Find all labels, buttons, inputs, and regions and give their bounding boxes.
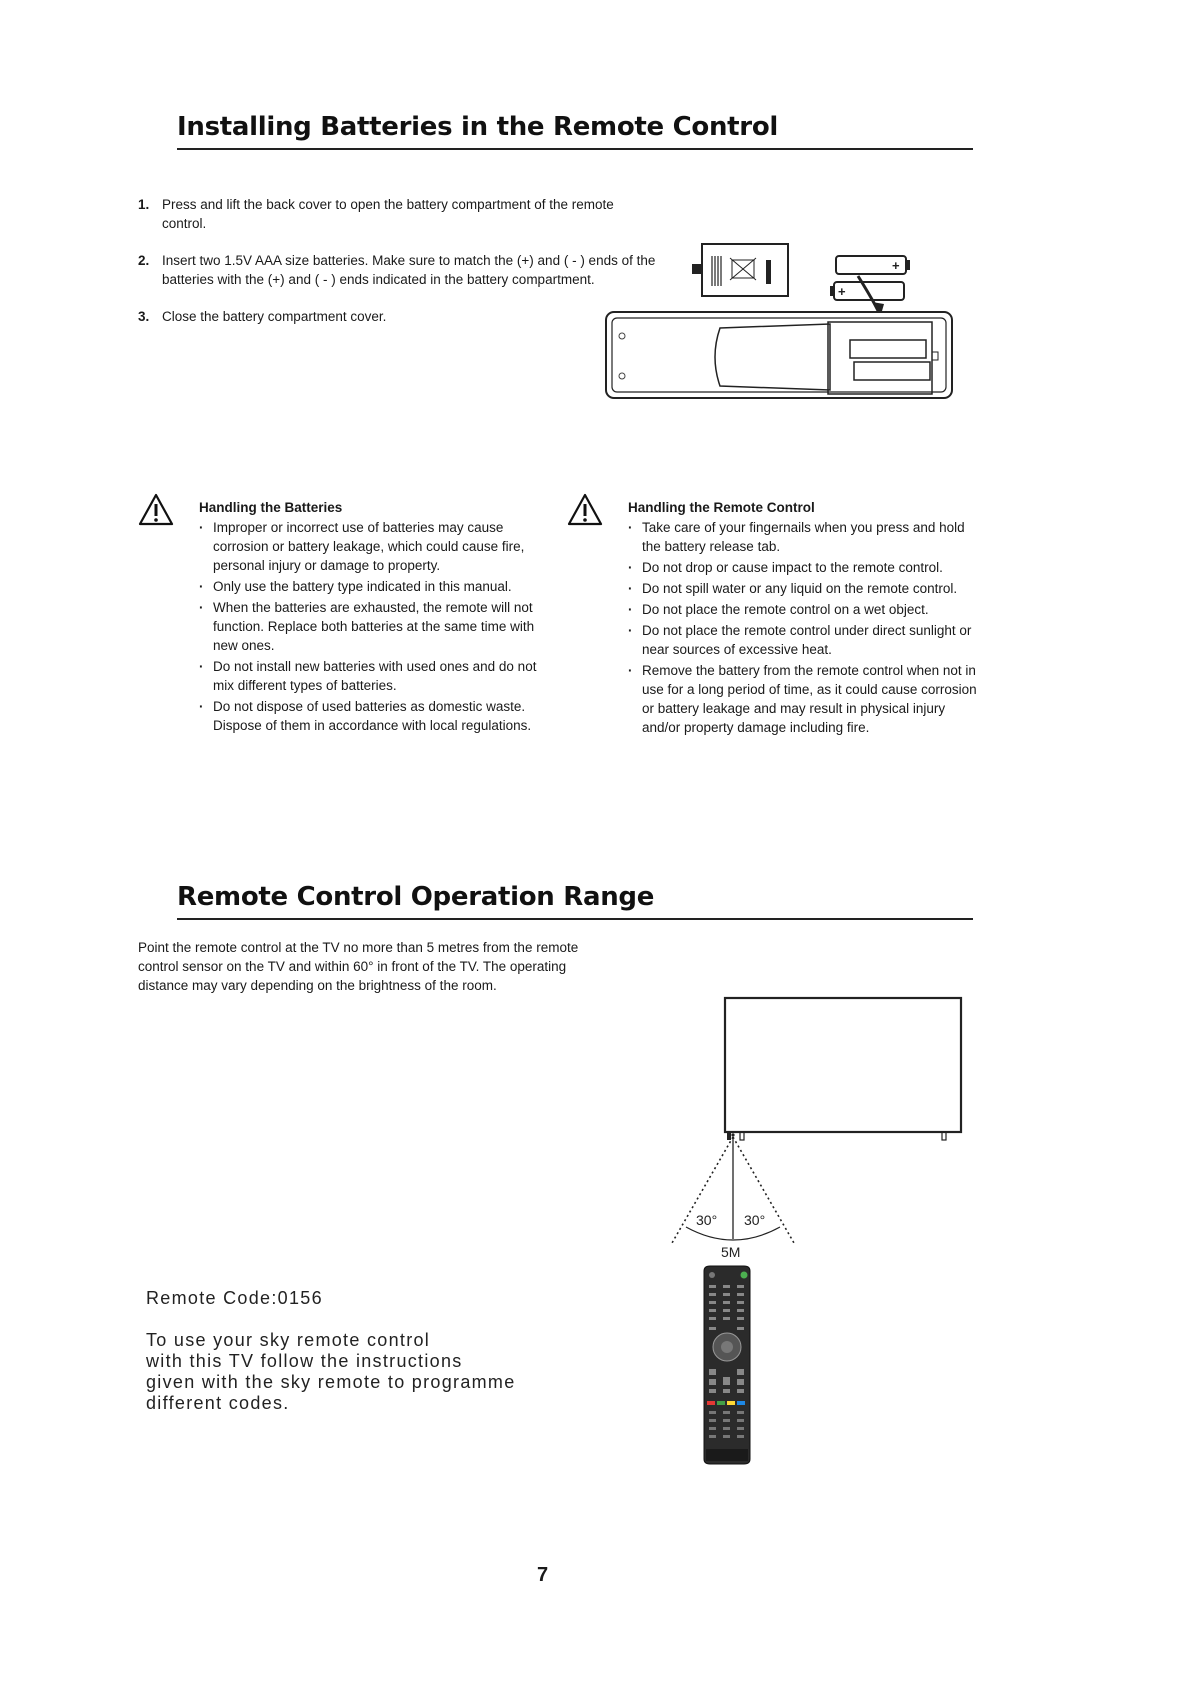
warning-triangle-icon <box>138 493 174 526</box>
sky-instructions: To use your sky remote control with this TV follow the instructions given with the sky remote to programme different codes. <box>146 1330 516 1413</box>
installation-steps <box>138 195 658 344</box>
list-item: · Do not install new batteries with used ones and do not mix different types of batteries. <box>199 657 539 695</box>
range-paragraph: Point the remote control at the TV no more than 5 metres from the remote control sensor on the TV and within 60° in front of the TV. The operating distance may vary depending on the brightness of the room. <box>138 940 579 993</box>
svg-text:+: + <box>892 258 900 273</box>
warning-batteries-list <box>199 518 539 735</box>
page-number: 7 <box>537 1564 549 1586</box>
angle-right-label: 30° <box>744 1212 766 1228</box>
section-title-range: Remote Control Operation Range <box>177 882 655 912</box>
warning-batteries <box>199 500 539 737</box>
warning-remote <box>628 500 978 739</box>
list-item: · Do not drop or cause impact to the remote control. <box>628 558 978 577</box>
title-rule <box>177 918 973 920</box>
list-item: · When the batteries are exhausted, the remote will not function. Replace both batteries at the same time with new ones. <box>199 598 539 655</box>
list-item: · Take care of your fingernails when you press and hold the battery release tab. <box>628 518 978 556</box>
list-item: · Only use the battery type indicated in this manual. <box>199 577 539 596</box>
battery-install-illustration <box>600 240 960 400</box>
remote-code: Remote Code:0156 <box>146 1288 323 1308</box>
step-item: 2. Insert two 1.5V AAA size batteries. Make sure to match the (+) and ( - ) ends of the batteries with the (+) and ( - ) ends indicated in the battery compartment. <box>138 253 656 287</box>
warning-remote-title: Handling the Remote Control <box>628 500 815 515</box>
list-item: · Do not place the remote control on a wet object. <box>628 600 978 619</box>
warning-batteries-title: Handling the Batteries <box>199 500 343 515</box>
remote-control-illustration <box>700 1265 754 1465</box>
section-title-installing: Installing Batteries in the Remote Control <box>177 112 778 142</box>
list-item: · Improper or incorrect use of batteries may cause corrosion or battery leakage, which could cause fire, personal injury or damage to property. <box>199 518 539 575</box>
step-item: 1. Press and lift the back cover to open the battery compartment of the remote control. <box>138 197 614 231</box>
list-item: · Do not spill water or any liquid on the remote control. <box>628 579 978 598</box>
angle-left-label: 30° <box>696 1212 718 1228</box>
list-item: · Remove the battery from the remote control when not in use for a long period of time, as it could cause corrosion or battery leakage and may result in physical injury and/or property damage including fire. <box>628 661 978 737</box>
list-item: · Do not dispose of used batteries as domestic waste. Dispose of them in accordance with local regulations. <box>199 697 539 735</box>
warning-triangle-icon <box>567 493 603 526</box>
warning-remote-list <box>628 518 978 737</box>
operation-range-diagram <box>660 995 970 1265</box>
step-item: 3. Close the battery compartment cover. <box>138 309 387 324</box>
svg-text:+: + <box>838 284 846 299</box>
list-item: · Do not place the remote control under direct sunlight or near sources of excessive heat. <box>628 621 978 659</box>
distance-label: 5M <box>721 1244 741 1260</box>
title-rule <box>177 148 973 150</box>
